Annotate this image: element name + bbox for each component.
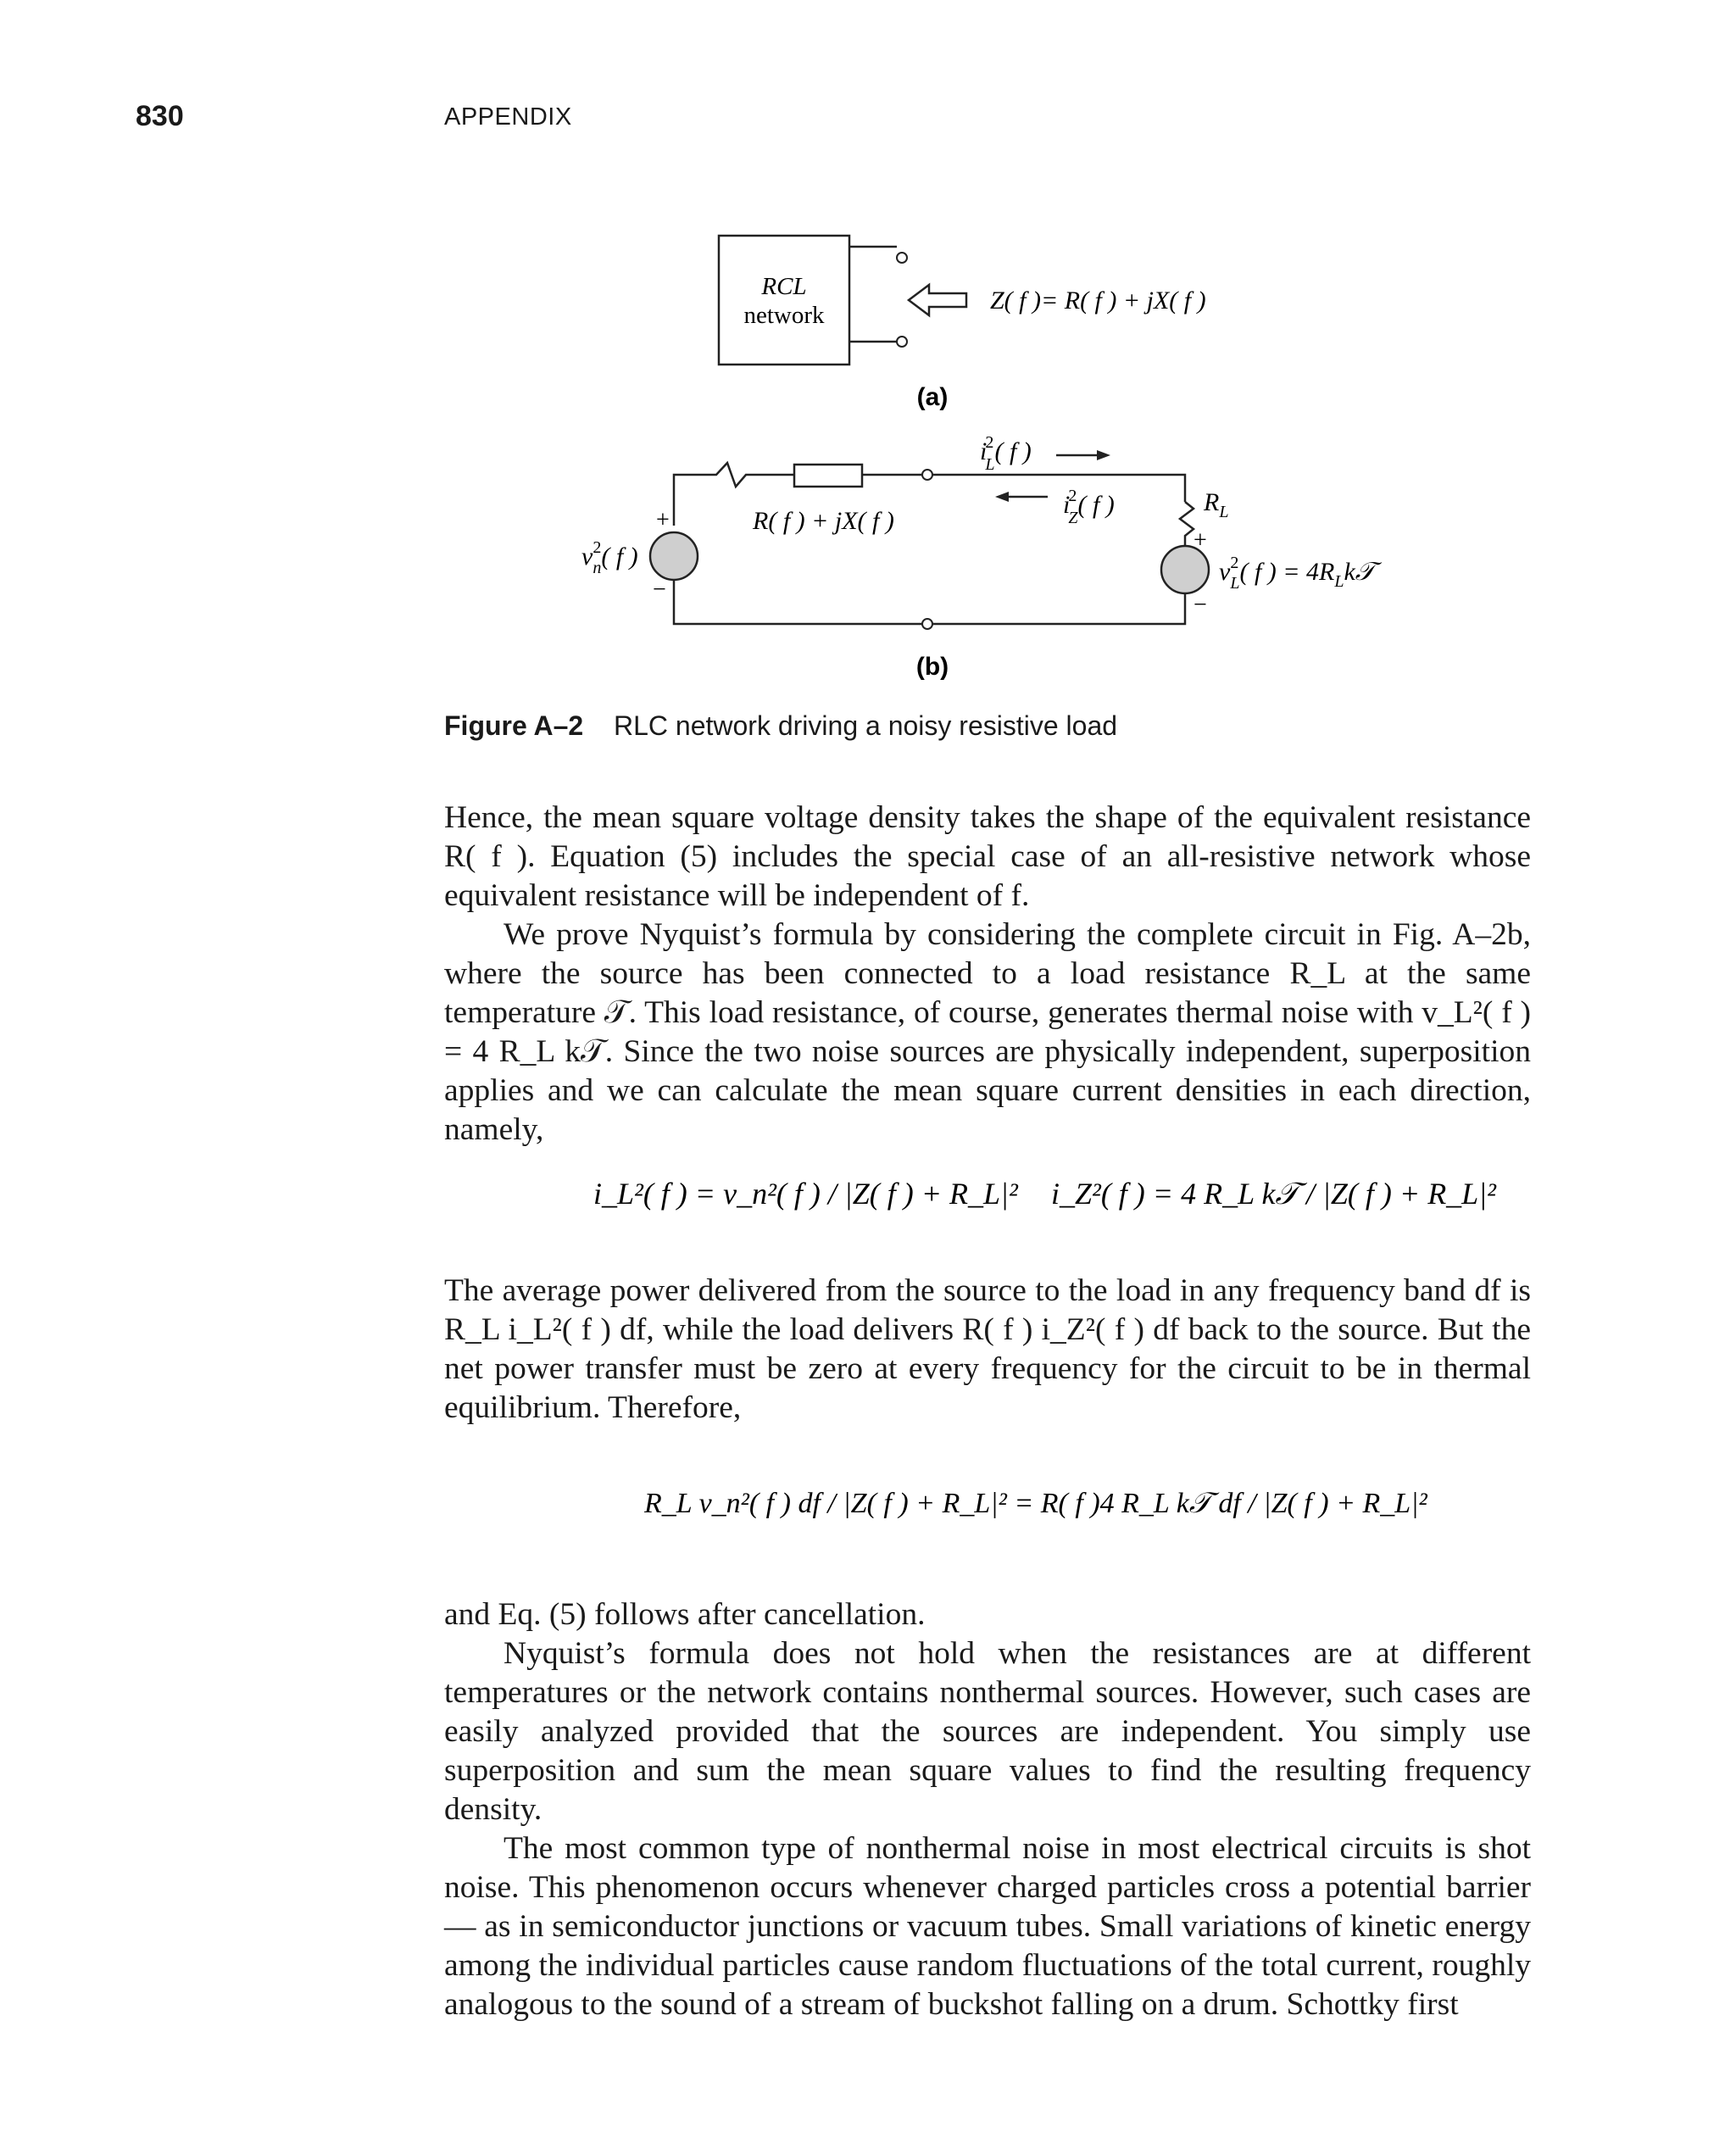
panel-b (581, 433, 1383, 681)
source-plus: + (656, 507, 670, 533)
paragraph-3: The average power delivered from the source to the load in any frequency band df is R_L i_L²( f ) df, while the load delivers R( f ) i_Z²( f ) df back to the source. But the net power transfer must be zero at every frequency for the circuit to be in thermal equilibrium. Therefore, (444, 1273, 1531, 1425)
arrow-left-icon (995, 492, 1009, 502)
paragraph-1: Hence, the mean square voltage density takes the shape of the equivalent resistance R( f ). Equation (5) includes the special case of an all-resistive network whose equivalent resistance will be independent of f. (444, 800, 1531, 913)
running-head: APPENDIX (444, 103, 572, 131)
circuit-figure (0, 0, 1736, 763)
load-resistor-zigzag (1180, 502, 1194, 547)
text-block-3 (444, 1595, 1531, 2024)
paragraph-5: Nyquist’s formula does not hold when the resistances are at different temperatures or the network contains nonthermal sources. However, such cases are easily analyzed provided that the sources are independent. You simply use superposition and sum the mean square values to find the resulting frequency density. (444, 1636, 1531, 1827)
terminal-top (897, 253, 907, 263)
box-label-rcl: RCL (761, 273, 807, 300)
panel-a (719, 236, 1206, 411)
box-label-network: network (743, 302, 825, 329)
load-minus: − (1194, 592, 1207, 618)
source-minus: − (653, 576, 666, 603)
equation-1-left: i_L²( f ) = v_n²( f ) / |Z( f ) + R_L|² (593, 1177, 1018, 1211)
paragraph-6: The most common type of nonthermal noise in most electrical circuits is shot noise. This phenomenon occurs whenever charged particles cross a potential barrier— as in semiconductor junctions or vacuum tubes. Small variations of kinetic energy among the individual particles cause random fluctuations of the total current, roughly analogous to the sound of a stream of buckshot falling on a drum. Schottky first (444, 1831, 1531, 2022)
panel-a-tag: (a) (916, 383, 949, 411)
source-impedance-box (794, 465, 862, 487)
terminal-b-bottom (922, 619, 932, 629)
load-resistor-label: $R_L$ (1204, 488, 1229, 521)
source-impedance-label: R( f ) + jX( f ) (753, 507, 894, 535)
terminal-bottom (897, 337, 907, 347)
figure-caption (444, 710, 1546, 742)
caption-label: Figure A–2 (444, 710, 584, 741)
source-voltage-circle (650, 532, 698, 580)
source-current-label: i2 Z( f ) (1063, 487, 1115, 527)
source-voltage-label: $v^2$ n( f ) (581, 538, 638, 577)
load-plus: + (1194, 527, 1207, 554)
caption-text: RLC network driving a noisy resistive load (614, 710, 1118, 741)
impedance-arrow-icon (909, 285, 966, 315)
equation-1-right: i_Z²( f ) = 4 R_L k𝒯 / |Z( f ) + R_L|² (1051, 1177, 1496, 1211)
wire-top-right (932, 475, 1185, 502)
wire-bottom-left (674, 580, 922, 624)
paragraph-4: and Eq. (5) follows after cancellation. (444, 1597, 926, 1632)
text-block-2 (444, 1272, 1531, 1428)
equation-currents (593, 1136, 1496, 1246)
wire-bottom-right (932, 593, 1185, 624)
load-voltage-label: $v^2$ L( f ) = $4R_Lk𝒯$ (1219, 554, 1375, 593)
page-number: 830 (136, 100, 184, 132)
arrow-right-icon (1097, 450, 1110, 460)
impedance-label: Z( f )= R( f ) + jX( f ) (990, 287, 1206, 315)
panel-b-tag: (b) (915, 653, 949, 681)
terminal-b-top (922, 470, 932, 480)
equation-balance (644, 1450, 1458, 1560)
text-block-1 (444, 799, 1531, 1150)
rcl-network-box (719, 236, 849, 365)
equation-2: R_L v_n²( f ) df / |Z( f ) + R_L|² = R( f )4 R_L k𝒯 df / |Z( f ) + R_L|² (644, 1488, 1427, 1519)
paragraph-2: We prove Nyquist’s formula by considering the complete circuit in Fig. A–2b, where the source has been connected to a load resistance R_L at the same temperature 𝒯. This load resistance, of course, generates thermal noise with v_L²( f ) = 4 R_L k𝒯. Since the two noise sources are physically independent, superposition applies and we can calculate the mean square current densities in each direction, namely, (444, 917, 1531, 1147)
load-current-label: i2 L( f ) (980, 433, 1032, 474)
